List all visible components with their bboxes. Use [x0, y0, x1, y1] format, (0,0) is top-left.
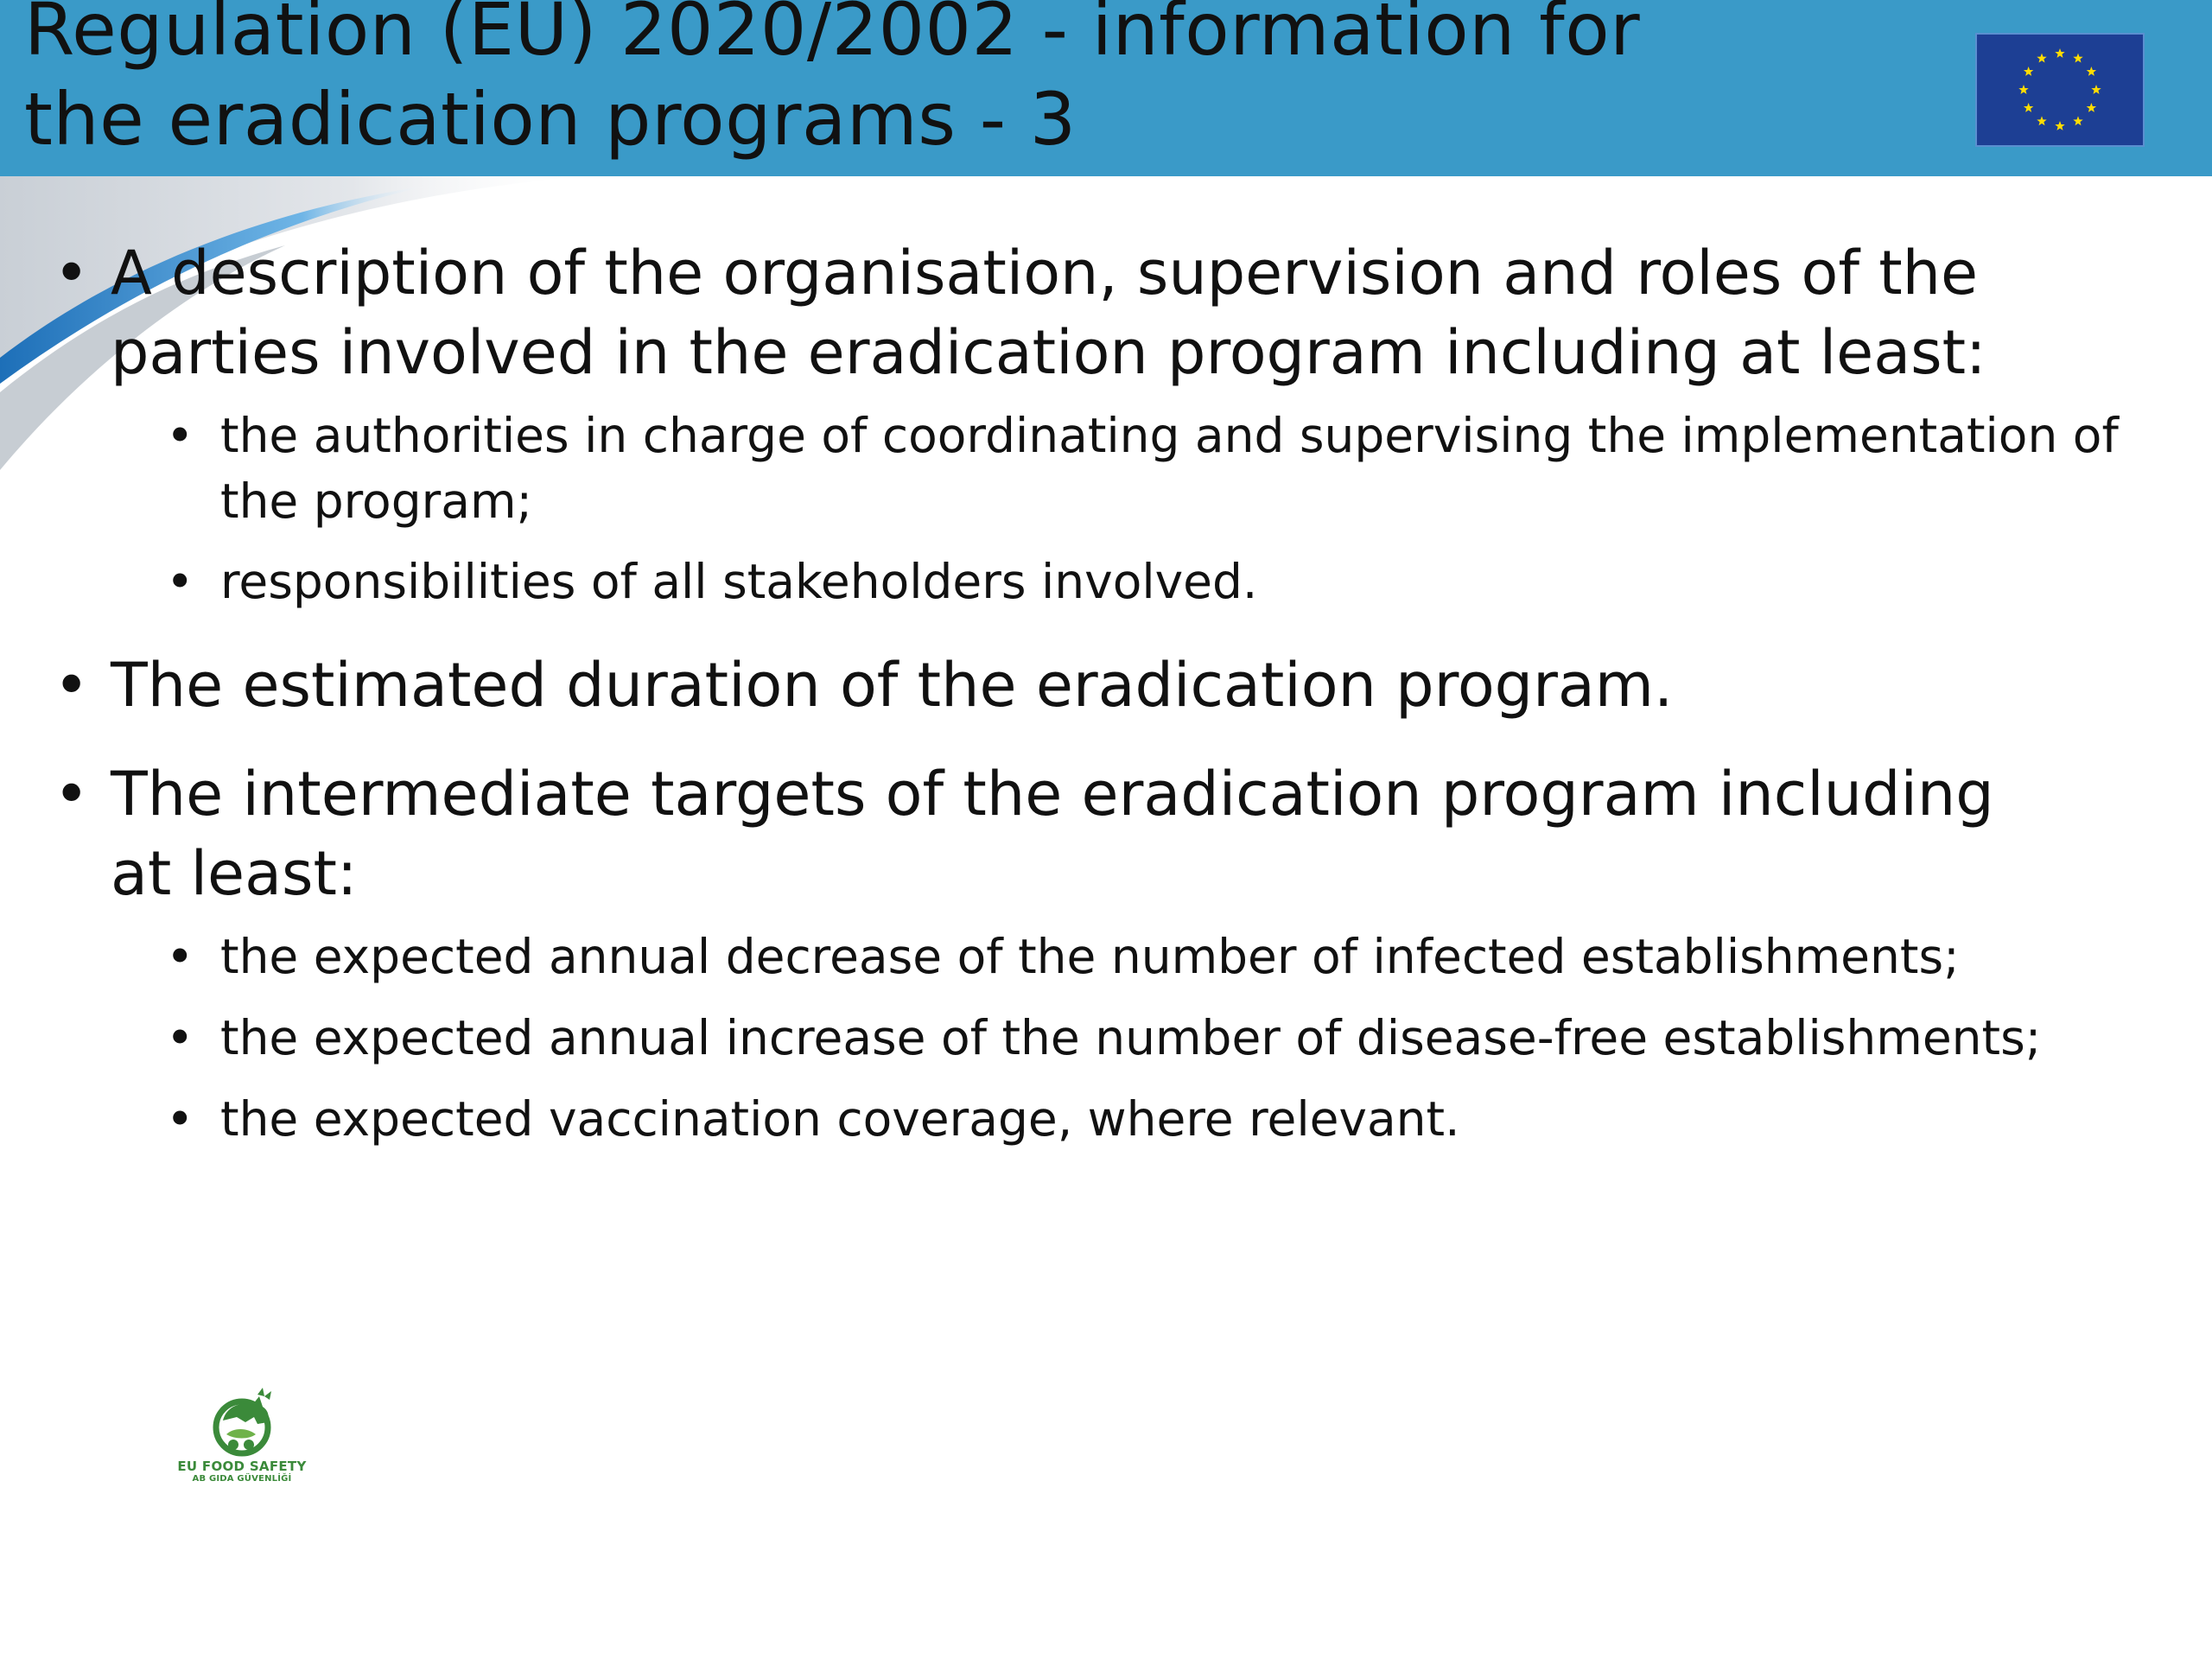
sub-bullet-text: the expected vaccination coverage, where relevant.: [220, 1091, 1460, 1147]
sub-bullet-text: the expected annual decrease of the number of infected establishments;: [220, 929, 1960, 984]
sub-bullet-item: [0, 403, 2164, 534]
sub-bullet-item: [0, 1005, 2164, 1071]
bullet-text: A description of the organisation, supervision and roles of the parties involved in the eradication program including at least:: [111, 238, 1986, 388]
logo-text-en: EU FOOD SAFETY: [177, 1459, 307, 1474]
sub-bullet-item: [0, 1086, 2164, 1152]
sub-bullet-text: the expected annual increase of the number of disease-free establishments;: [220, 1010, 2042, 1065]
bullet-dot: •: [54, 650, 90, 721]
bullet-dot: •: [166, 408, 194, 463]
food-safety-logo-icon: [173, 1382, 311, 1460]
bullet-dot: •: [166, 1010, 194, 1065]
bullet-dot: •: [54, 759, 90, 830]
bullet-item: [0, 754, 2046, 913]
sub-bullet-item: [0, 549, 2164, 614]
sub-bullet-text: responsibilities of all stakeholders involved.: [220, 554, 1258, 609]
logo-text-tr: AB GIDA GÜVENLİĞİ: [192, 1474, 292, 1484]
bullet-dot: •: [54, 238, 90, 308]
header-bar: [0, 0, 2212, 176]
bullet-text: The intermediate targets of the eradication program including at least:: [111, 759, 1994, 909]
eu-flag-icon: [1975, 33, 2145, 147]
bullet-item: [0, 645, 2046, 725]
slide-title: Regulation (EU) 2020/2002 - information for the eradication programs - 3: [24, 0, 1641, 162]
bullet-content: [0, 233, 2212, 1152]
bullet-text: The estimated duration of the eradication program.: [111, 650, 1674, 721]
sub-bullet-item: [0, 924, 2164, 989]
bullet-dot: •: [166, 554, 194, 609]
bullet-dot: •: [166, 929, 194, 984]
bullet-dot: •: [166, 1091, 194, 1147]
sub-bullet-text: the authorities in charge of coordinating and supervising the implementation of the program;: [220, 408, 2119, 529]
food-safety-logo: [173, 1382, 311, 1486]
bullet-item: [0, 233, 2046, 392]
